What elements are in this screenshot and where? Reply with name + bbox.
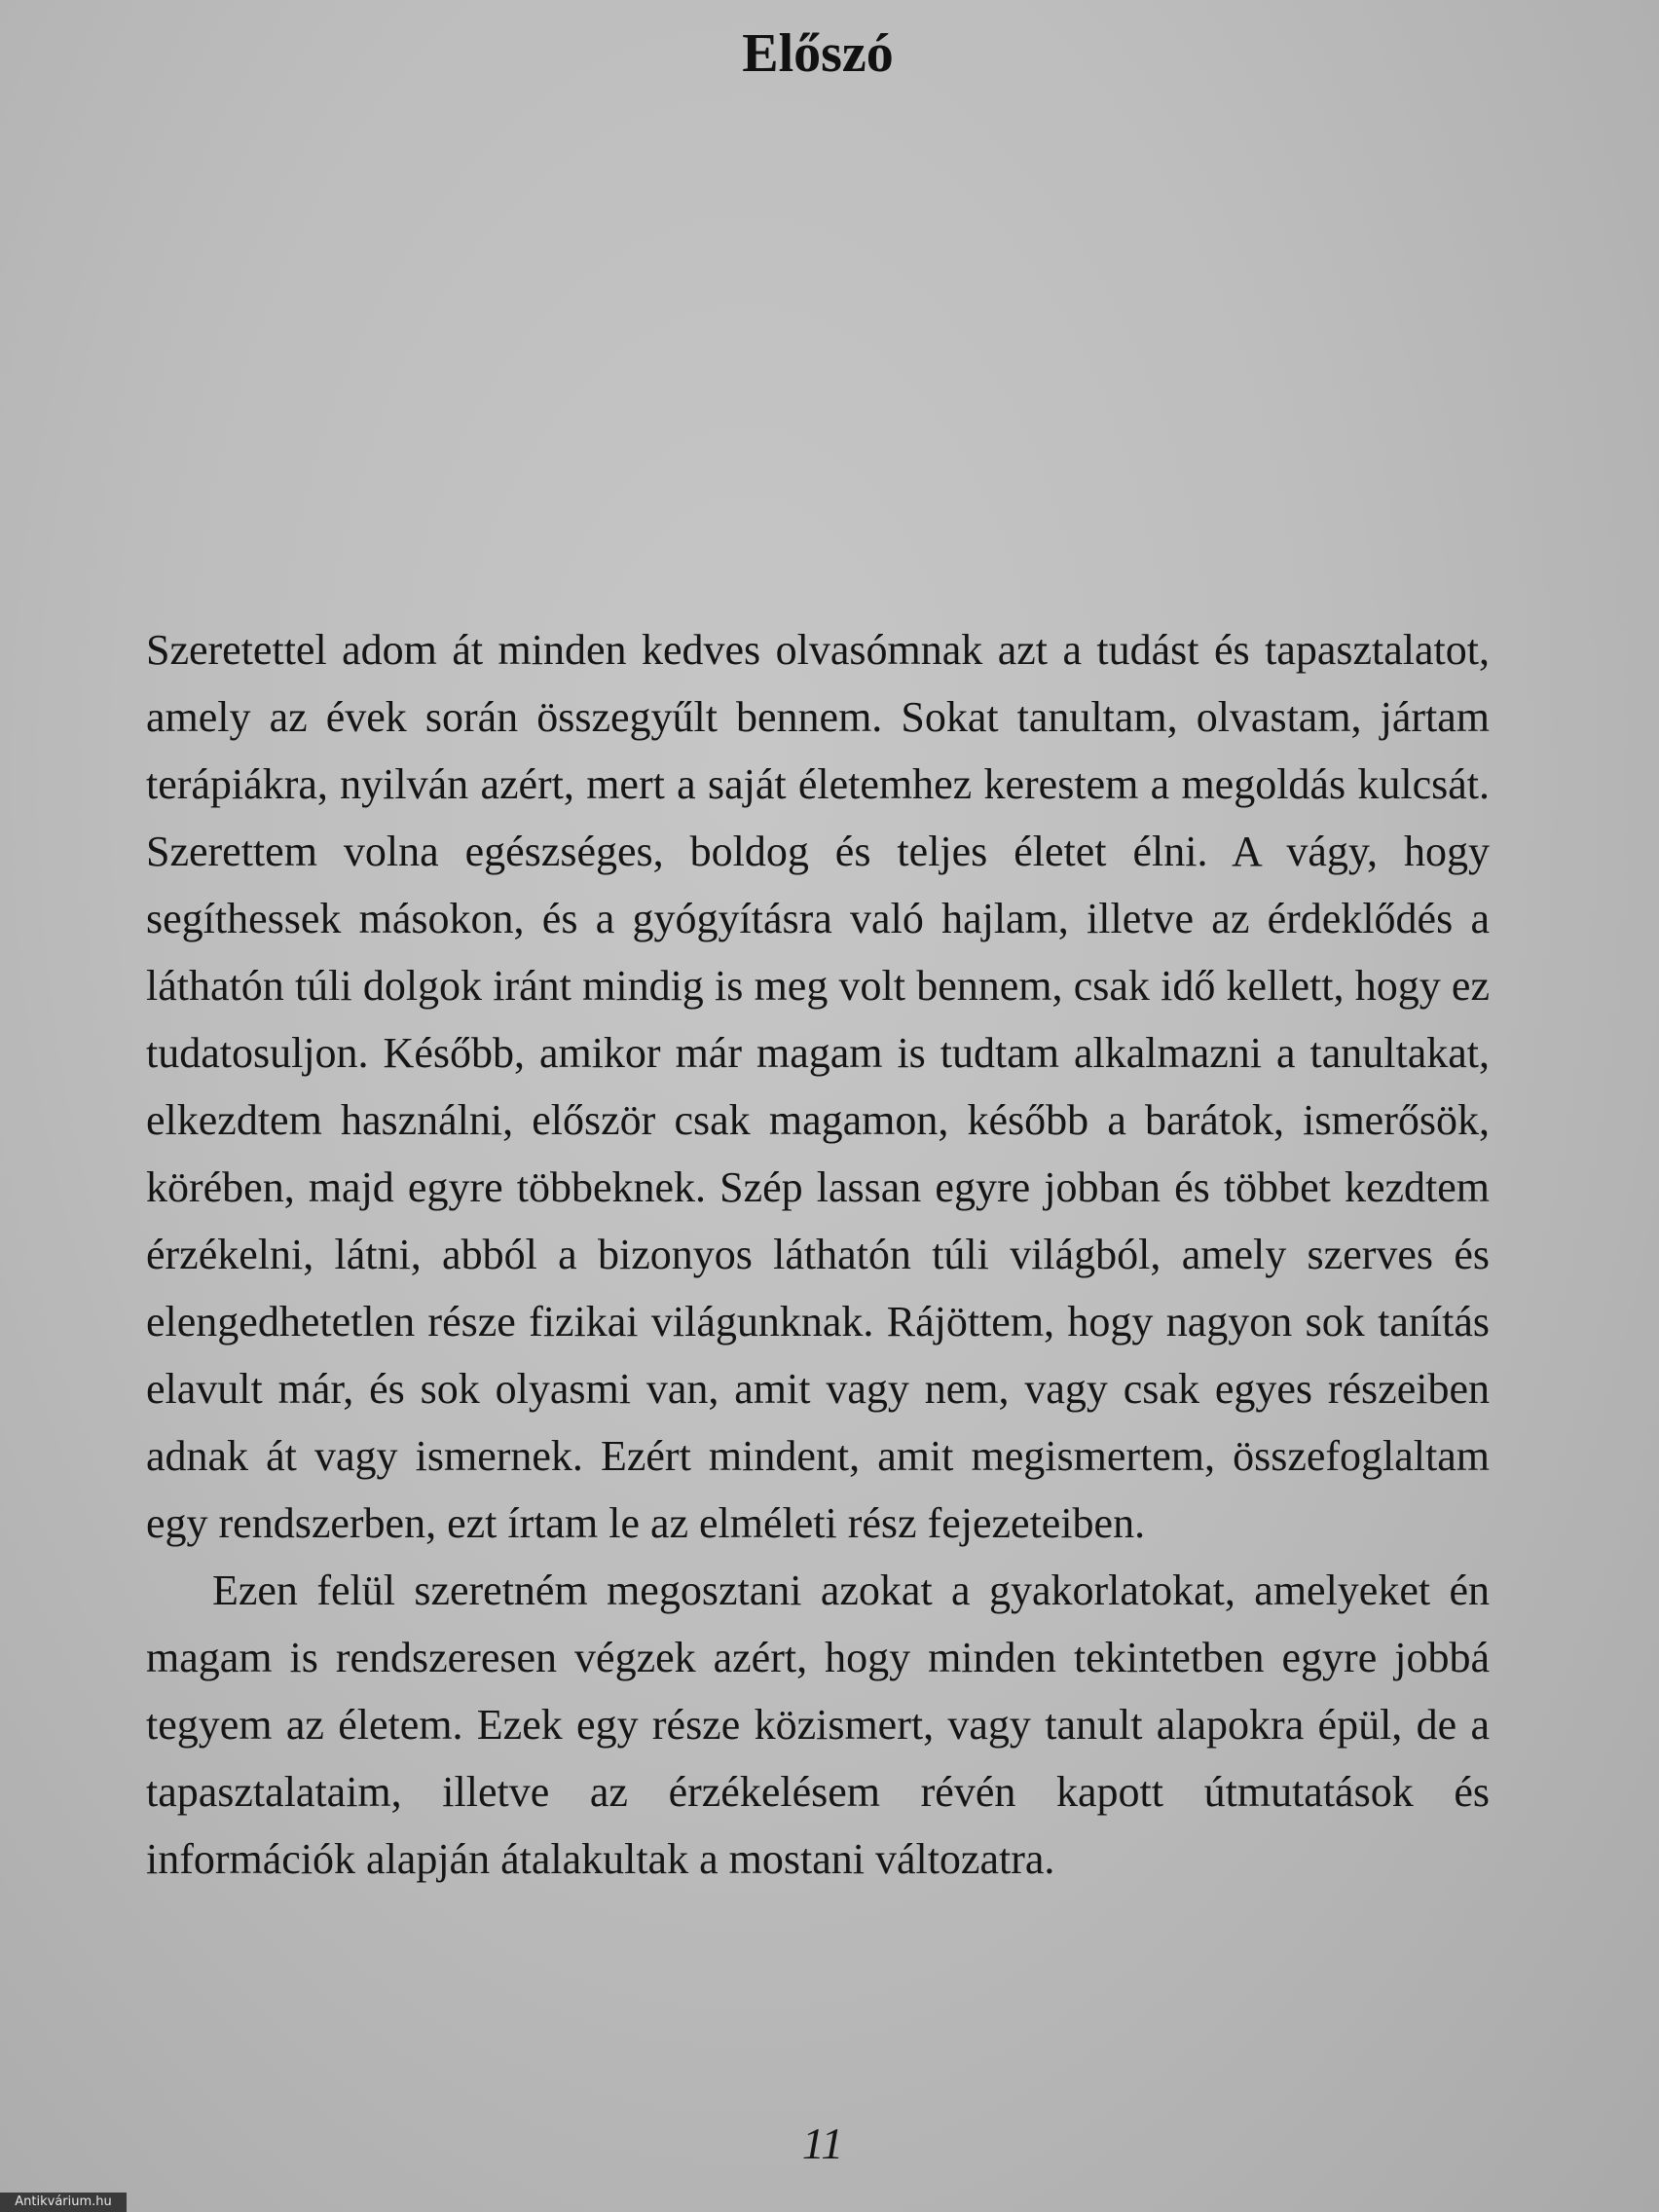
paragraph-2: Ezen felül szeretném megosztani azokat a gyakorlatokat, amelyeket én magam is rendszeresen végzek azért, hogy minden tekintetben egyre jobbá tegyem az életem. Ezek egy része közismert, vagy tanult alapokra épül, de a tapasztalataim, illetve az érzékelésem révén kapott útmutatások és információk alapján átalakultak a mostani változatra. bbox=[146, 1567, 1490, 1883]
paragraph-1: Szeretettel adom át minden kedves olvasómnak azt a tudást és tapasztalatot, amely az évek során összegyűlt bennem. Sokat tanultam, olvastam, jártam terápiákra, nyilván azért, mert a saját életemhez kerestem a megoldás kulcsát. Szerettem volna egészséges, boldog és teljes életet élni. A vágy, hogy segíthessek másokon, és a gyógyításra való hajlam, illetve az érdeklődés a láthatón túli dolgok iránt mindig is meg volt bennem, csak idő kellett, hogy ez tudatosuljon. Később, amikor már magam is tudtam alkalmazni a tanultakat, elkezdtem használni, először csak magamon, később a barátok, ismerősök, körében, majd egyre többeknek. Szép lassan egyre jobban és többet kezdtem érzékelni, látni, abból a bizonyos láthatón túli világból, amely szerves és elengedhetetlen része fizikai világunknak. Rájöttem, hogy nagyon sok tanítás elavult már, és sok olyasmi van, amit vagy nem, vagy csak egyes részeiben adnak át vagy ismernek. Ezért mindent, amit megismertem, összefoglaltam egy rendszerben, ezt írtam le az elméleti rész fejezeteiben. bbox=[146, 626, 1490, 1547]
watermark: Antikvárium.hu bbox=[0, 2193, 127, 2212]
body-text bbox=[146, 616, 1490, 1893]
chapter-title: Előszó bbox=[742, 23, 894, 84]
page-number: 11 bbox=[801, 2119, 844, 2168]
